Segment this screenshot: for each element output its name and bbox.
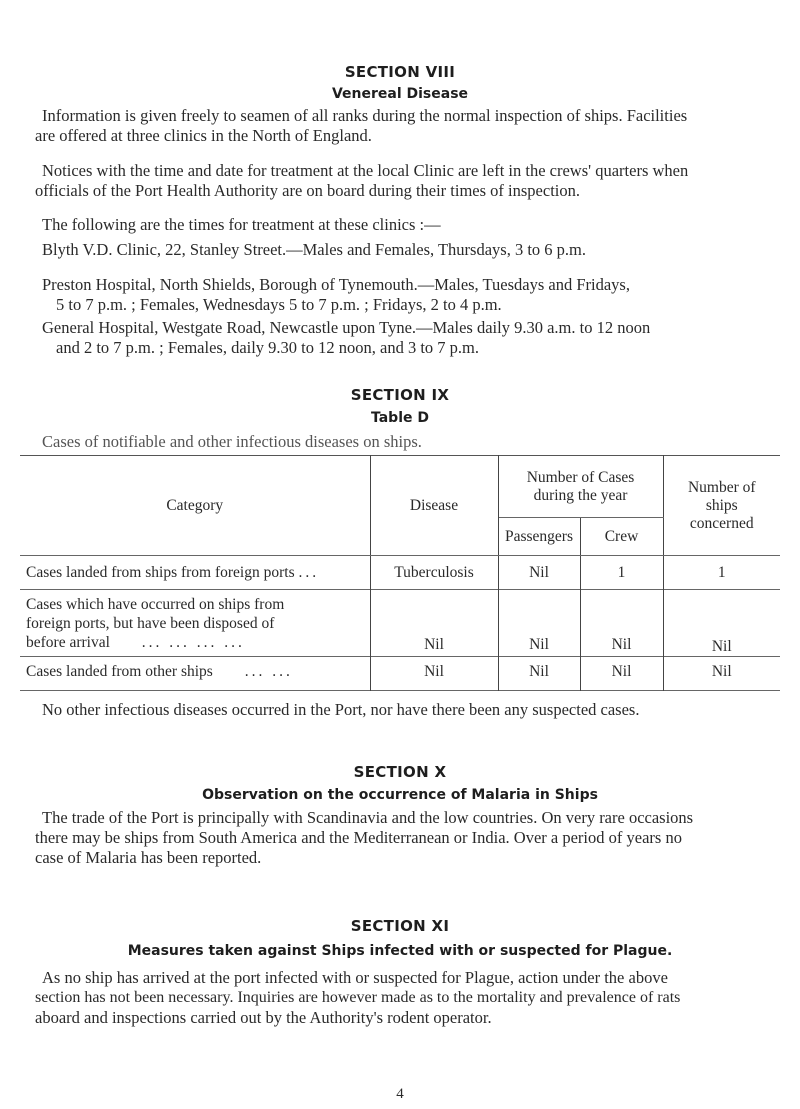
table-row	[20, 657, 780, 691]
section-xi-p-line1: As no ship has arrived at the port infected with or suspected for Plague, action under the above	[42, 968, 668, 987]
section-viii-p2-line2: officials of the Port Health Authority are on board during their times of inspection.	[35, 181, 580, 200]
section-xi-heading: SECTION XI	[350, 917, 450, 935]
row1-category	[20, 556, 370, 590]
section-viii-heading: SECTION VIII	[344, 63, 456, 81]
row1-ships: 1	[717, 563, 726, 581]
row2-category-line3: before arrival	[26, 633, 110, 651]
clinic-blyth: Blyth V.D. Clinic, 22, Stanley Street.—Males and Females, Thursdays, 3 to 6 p.m.	[42, 240, 587, 259]
row2-ships: Nil	[711, 638, 732, 655]
section-x-subheading: Observation on the occurrence of Malaria in Ships	[202, 787, 598, 803]
row3-passengers: Nil	[498, 657, 580, 691]
row1-category-text: Cases landed from ships from foreign ports	[26, 563, 295, 581]
table-d-title: Table D	[370, 410, 429, 426]
header-passengers: Passengers	[498, 518, 580, 556]
section-ix-heading: SECTION IX	[350, 386, 450, 404]
section-viii-p3: The following are the times for treatment at these clinics :—	[42, 215, 441, 234]
section-xi-p-line2: section has not been necessary. Inquiries are however made as to the mortality and prevalence of rats	[35, 989, 681, 1006]
infectious-diseases-table	[20, 455, 780, 691]
row3-crew: Nil	[580, 657, 663, 691]
row2-category	[20, 590, 370, 657]
clinic-general-line1: General Hospital, Westgate Road, Newcastle upon Tyne.—Males daily 9.30 a.m. to 12 noon	[42, 318, 651, 337]
page-number: 4	[396, 1086, 404, 1102]
row2-passengers: Nil	[498, 590, 580, 657]
clinic-general-line2: and 2 to 7 p.m. ; Females, daily 9.30 to 12 noon, and 3 to 7 p.m.	[56, 338, 480, 357]
table-row	[20, 590, 780, 657]
row2-leader-dots: ... ... ... ...	[141, 633, 245, 651]
header-ships-line3: concerned	[689, 514, 754, 532]
section-x-p-line3: case of Malaria has been reported.	[35, 848, 262, 867]
row3-category	[20, 657, 370, 691]
row3-leader-dots: ... ...	[244, 663, 293, 680]
section-viii-p1-line2: are offered at three clinics in the North of England.	[35, 126, 372, 145]
section-viii-p2-line1: Notices with the time and date for treatment at the local Clinic are left in the crews' quarters when	[42, 161, 689, 180]
row1-passengers: Nil	[498, 556, 580, 590]
table-row	[20, 556, 780, 590]
section-viii-p1-line1: Information is given freely to seamen of all ranks during the normal inspection of ships. Facilities	[42, 106, 688, 125]
header-category: Category	[20, 456, 370, 556]
row2-disease: Nil	[370, 590, 498, 657]
section-xi-p-line3: aboard and inspections carried out by the Authority's rodent operator.	[35, 1008, 492, 1027]
clinic-preston-line2: 5 to 7 p.m. ; Females, Wednesdays 5 to 7 p.m. ; Fridays, 2 to 4 p.m.	[56, 295, 502, 314]
section-ix-note: No other infectious diseases occurred in the Port, nor have there been any suspected cases.	[42, 700, 640, 719]
section-x-heading: SECTION X	[353, 763, 447, 781]
header-crew: Crew	[580, 518, 663, 556]
header-ships-line1: Number of	[687, 478, 756, 496]
header-number-of-cases-line2: during the year	[533, 486, 628, 504]
header-disease: Disease	[370, 456, 498, 556]
row3-category-text: Cases landed from other ships	[26, 663, 213, 680]
row1-leader-dots: ...	[298, 563, 320, 581]
row1-crew: 1	[580, 556, 663, 590]
row2-category-line2: foreign ports, but have been disposed of	[26, 614, 275, 632]
clinic-preston-line1: Preston Hospital, North Shields, Borough of Tynemouth.—Males, Tuesdays and Fridays,	[42, 275, 630, 294]
header-number-of-cases	[498, 456, 663, 518]
row2-crew: Nil	[580, 590, 663, 657]
section-x-p-line1: The trade of the Port is principally with Scandinavia and the low countries. On very rare occasions	[42, 808, 694, 827]
section-x-p-line2: there may be ships from South America and the Mediterranean or India. Over a period of years no	[35, 828, 682, 847]
section-xi-subheading: Measures taken against Ships infected with or suspected for Plague.	[127, 943, 673, 959]
header-ships-line2: ships	[705, 496, 738, 514]
section-viii-subheading: Venereal Disease	[331, 86, 469, 102]
row1-disease: Tuberculosis	[370, 556, 498, 590]
table-d-caption: Cases of notifiable and other infectious diseases on ships.	[42, 432, 422, 451]
row3-disease: Nil	[370, 657, 498, 691]
header-number-of-cases-line1: Number of Cases	[526, 468, 635, 486]
row3-ships: Nil	[711, 663, 732, 680]
row2-category-line1: Cases which have occurred on ships from	[26, 595, 285, 613]
header-ships-concerned	[663, 456, 780, 556]
